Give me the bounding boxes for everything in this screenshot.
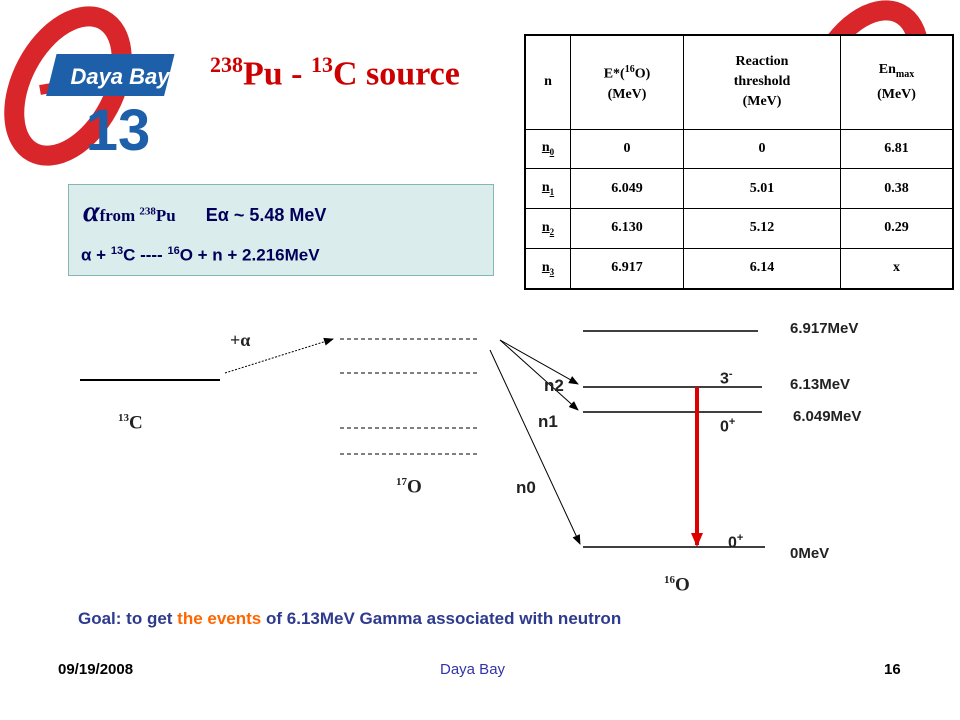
alpha-energy: Eα ~ 5.48 MeV	[205, 205, 327, 225]
reaction-equation	[81, 245, 320, 266]
cell-en: 0.38	[841, 169, 954, 209]
cell-en: 6.81	[841, 129, 954, 169]
o16-label: $^{16}$O	[664, 574, 690, 596]
level-613-label: 6.13MeV	[790, 376, 851, 393]
alpha-symbol: α	[83, 195, 100, 228]
reaction-part1: α +	[81, 245, 111, 265]
cell-threshold: 6.14	[684, 248, 841, 289]
spin-3-minus: 3-	[720, 368, 733, 388]
header-threshold: Reaction threshold (MeV)	[684, 35, 841, 129]
cell-n: $n_1$	[525, 169, 571, 209]
n2-arrow	[500, 340, 578, 384]
cell-n: $n_3$	[525, 248, 571, 289]
energy-level-diagram	[0, 300, 960, 580]
table-row	[525, 129, 953, 169]
title-pu-mass: 238	[210, 52, 243, 77]
cell-threshold: 5.01	[684, 169, 841, 209]
from-text: from	[99, 206, 140, 225]
title-c-mass: 13	[311, 52, 333, 77]
reaction-part2: C ----	[123, 245, 168, 265]
spin-0-plus-6049: 0+	[720, 416, 736, 436]
cell-estar: 6.917	[571, 248, 684, 289]
alpha-source-line	[83, 195, 326, 229]
o17-label: $^{17}$O	[396, 476, 422, 498]
cell-en: 0.29	[841, 208, 954, 248]
cell-en: x	[841, 248, 954, 289]
table-header-row	[525, 35, 953, 129]
n1-label: n1	[538, 412, 558, 431]
pu-text: Pu	[155, 206, 176, 225]
n0-label: n0	[516, 478, 536, 497]
cell-estar: 6.049	[571, 169, 684, 209]
c-mass: 13	[110, 245, 124, 257]
reaction-part3: O + n + 2.216MeV	[179, 245, 320, 265]
n1-arrow	[500, 340, 578, 410]
c13-label: $^{13}$C	[118, 412, 143, 434]
n2-label: n2	[544, 376, 564, 395]
cell-n: $n_2$	[525, 208, 571, 248]
header-n: n	[525, 35, 571, 129]
o-mass: 16	[167, 245, 180, 257]
level-0-label: 0MeV	[790, 545, 830, 562]
header-en-max: $En_{max}$ (MeV)	[841, 35, 954, 129]
title-c: C source	[333, 55, 460, 93]
footer-date: 09/19/2008	[58, 661, 134, 678]
logo-number: 13	[85, 98, 151, 163]
slide-title	[210, 52, 460, 93]
cell-estar: 0	[571, 129, 684, 169]
level-6917-label: 6.917MeV	[790, 320, 859, 337]
pu-mass: 238	[139, 205, 156, 218]
goal-text: Goal: to get the events of 6.13MeV Gamma associated with neutron	[78, 609, 622, 628]
cell-n: $n_0$	[525, 129, 571, 169]
footer-page-number: 16	[884, 661, 901, 678]
cell-threshold: 5.12	[684, 208, 841, 248]
n0-arrow	[490, 350, 580, 544]
table-row	[525, 248, 953, 289]
level-6049-label: 6.049MeV	[793, 408, 862, 425]
cell-threshold: 0	[684, 129, 841, 169]
logo-brand-text: Daya Bay	[70, 64, 170, 89]
header-estar: E*($^{16}$O) (MeV)	[571, 35, 684, 129]
neutron-energy-table	[524, 34, 954, 290]
table-row	[525, 169, 953, 209]
spin-0-plus-ground: 0+	[728, 532, 744, 552]
cell-estar: 6.130	[571, 208, 684, 248]
alpha-info-box	[68, 184, 494, 276]
daya-bay-logo	[0, 0, 200, 175]
footer-center: Daya Bay	[440, 661, 506, 678]
table-row	[525, 208, 953, 248]
alpha-label: +α	[230, 330, 251, 350]
title-pu: Pu -	[243, 55, 311, 93]
